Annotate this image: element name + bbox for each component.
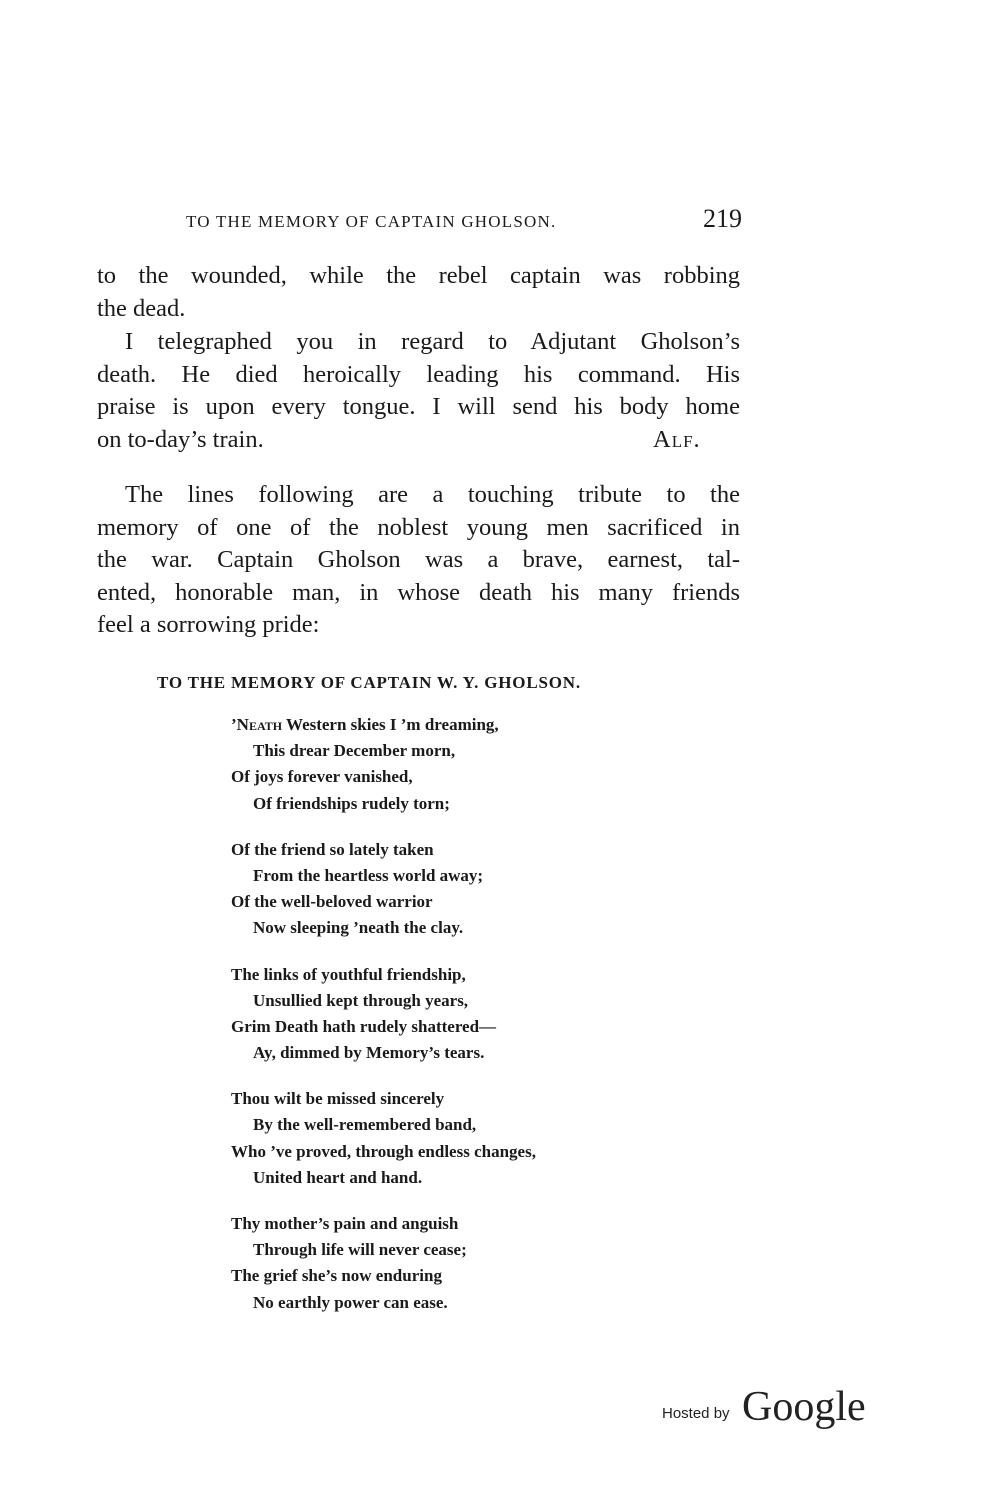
text-line: praise is upon every tongue. I will send his body home [97,393,740,421]
poem [231,712,536,1336]
running-head [186,204,742,244]
verse-line: Of joys forever vanished, [231,767,413,787]
page-number: 219 [703,204,742,233]
verse-line: Thy mother’s pain and anguish [231,1214,459,1233]
signoff: Alf. [653,425,701,453]
verse-line: By the well-remembered band, [253,1115,477,1135]
verse-line: Unsullied kept through years, [253,990,469,1010]
hosted-by-watermark [662,1383,872,1433]
text-line: the dead. [97,294,186,322]
paragraph-tribute [97,479,740,642]
text-line: I telegraphed you in regard to Adjutant Gholson’s [125,328,740,355]
verse-line: The links of youthful friendship, [231,964,466,984]
paragraph-telegraph [97,326,740,456]
stanza [231,837,536,942]
verse-line: Grim Death hath rudely shattered— [231,1016,497,1036]
verse-text: Western skies I ’m dreaming, [282,715,499,734]
text-line: death. He died heroically leading his command. His [97,360,740,388]
text-line: on to-day’s train. [97,425,264,453]
verse-line [231,712,536,738]
verse-line: This drear December morn, [253,741,456,761]
stanza [231,1086,536,1191]
verse-line: From the heartless world away; [253,865,484,885]
verse-line: Ay, dimmed by Memory’s tears. [253,1043,485,1063]
stanza [231,712,536,817]
verse-line: No earthly power can ease. [253,1292,448,1312]
verse-line: United heart and hand. [253,1167,423,1187]
verse-line: The grief she’s now enduring [231,1266,442,1286]
stanza [231,1211,536,1316]
text-line: ented, honorable man, in whose death his many friends [97,578,740,606]
opening-word: ’Neath [231,715,283,734]
google-logo: Google [742,1384,866,1430]
verse-line: Through life will never cease; [253,1240,467,1260]
running-title: TO THE MEMORY OF CAPTAIN GHOLSON. [186,212,557,231]
verse-line: Who ’ve proved, through endless changes, [231,1141,536,1161]
paragraph-continuation [97,260,740,325]
hosted-by-label: Hosted by [662,1405,730,1422]
text-line: the war. Captain Gholson was a brave, earnest, tal- [97,546,740,574]
verse-line: Of the well-beloved warrior [231,892,433,912]
verse-line: Of friendships rudely torn; [253,793,450,813]
text-line: The lines following are a touching tribute to the [125,481,740,508]
text-line: memory of one of the noblest young men sacrificed in [97,513,740,541]
text-line: feel a sorrowing pride: [97,611,320,639]
verse-line: Now sleeping ’neath the clay. [253,918,464,938]
verse-line: Thou wilt be missed sincerely [231,1089,445,1109]
text-line: to the wounded, while the rebel captain was robbing [97,262,740,289]
signoff-line [97,424,740,457]
verse-line: Of the friend so lately taken [231,839,434,859]
poem-title: TO THE MEMORY OF CAPTAIN W. Y. GHOLSON. [157,673,581,692]
stanza [231,962,536,1067]
